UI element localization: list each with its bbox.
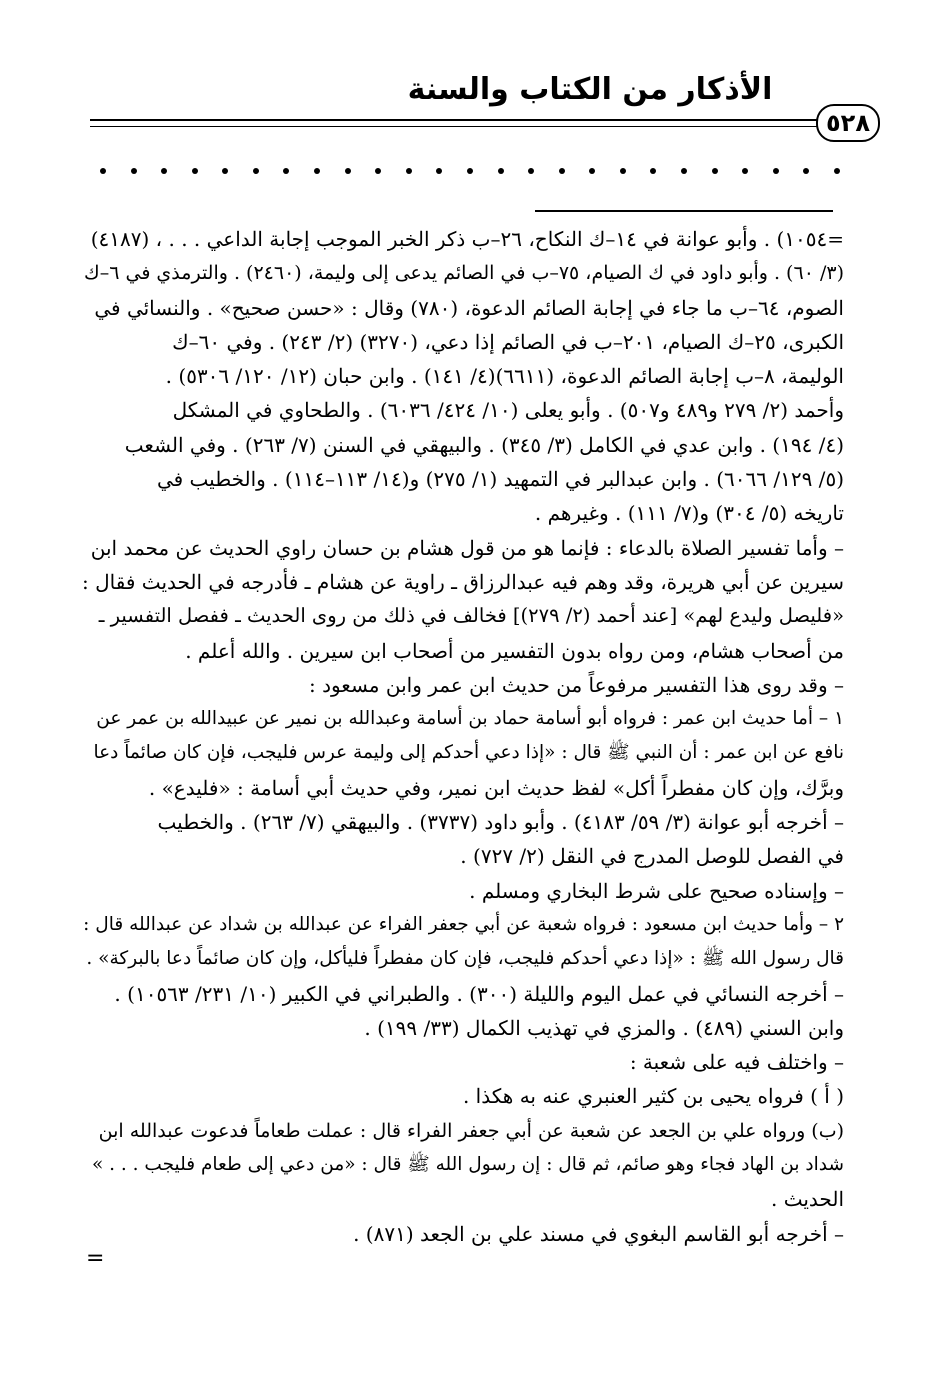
text-line: – وإسناده صحيح على شرط البخاري ومسلم .	[469, 878, 844, 903]
text-line: (٣/ ٦٠) . وأبو داود في ك الصيام، ٧٥–ب في الصائم يدعى إلى وليمة، (٢٤٦٠) . والترمذي في ٦–ك	[84, 262, 844, 285]
footnote-rule	[535, 210, 833, 212]
text-line: (٤/ ١٩٤) . وابن عدي في الكامل (٣/ ٣٤٥) . والبيهقي في السنن (٧/ ٢٦٣) . وفي الشعب	[124, 432, 844, 457]
text-line: «فليصل وليدع لهم» [عند أحمد (٢/ ٢٧٩)] فخالف في ذلك من روى الحديث ـ ففصل التفسير ـ	[98, 604, 844, 628]
footnote-text	[82, 222, 844, 1251]
text-line: =١٠٥٤) . وأبو عوانة في ١٤–ك النكاح، ٢٦–ب ذكر الخبر الموجب إجابة الداعي . . . ، (٤١٨٧)	[90, 227, 844, 251]
text-line: وأحمد (٢/ ٢٧٩ و٤٨٩ و٥٠٧) . وأبو يعلى (١٠/ ٤٢٤/ ٦٠٣٦) . والطحاوي في المشكل	[172, 398, 844, 423]
text-line: – أخرجه أبو القاسم البغوي في مسند علي بن الجعد (٨٧١) .	[353, 1221, 844, 1246]
dotted-separator	[100, 168, 840, 174]
text-line: – وقد روى هذا التفسير مرفوعاً من حديث ابن عمر وابن مسعود :	[308, 672, 844, 697]
continuation-mark: =	[86, 1246, 105, 1271]
text-line: سيرين عن أبي هريرة، وقد وهم فيه عبدالرزاق ـ راوية عن هشام ـ فأدرجه في الحديث فقال :	[82, 569, 844, 594]
text-line: – وأما تفسير الصلاة بالدعاء : فإنما هو من قول هشام بن حسان راوي الحديث عن محمد ابن	[90, 535, 844, 560]
page-number: ٥٢٨	[816, 104, 880, 142]
text-line: ( أ ) فرواه يحيى بن كثير العنبري عنه به هكذا .	[462, 1084, 844, 1109]
text-line: وابن السني (٤٨٩) . والمزي في تهذيب الكمال (٣٣/ ١٩٩) .	[364, 1015, 844, 1040]
running-title: الأذكار من الكتاب والسنة	[407, 72, 773, 107]
text-line: شداد بن الهاد فجاء وهو صائم، ثم قال : إن رسول الله ﷺ قال : «من دعي إلى طعام فليجب . . . »	[91, 1154, 844, 1176]
text-line: ٢ – وأما حديث ابن مسعود : فرواه شعبة عن أبي جعفر الفراء عن عبدالله بن شداد عن عبدالله قال :	[83, 913, 844, 935]
text-line: الكبرى، ٢٥–ك الصيام، ٢٠١–ب في الصائم إذا دعي، (٣٢٧٠) (٢/ ٢٤٣) . وفي ٦٠–ك	[172, 329, 844, 354]
text-line: الصوم، ٦٤–ب ما جاء في إجابة الصائم الدعوة، (٧٨٠) وقال : «حسن صحيح» . والنسائي في	[94, 295, 844, 320]
text-line: (ب) ورواه علي بن الجعد عن شعبة عن أبي جعفر الفراء قال : عملت طعاماً فدعوت عبدالله ابن	[98, 1119, 844, 1142]
header-rule	[90, 119, 818, 127]
text-line: في الفصل للوصل المدرج في النقل (٢/ ٧٢٧) .	[460, 844, 844, 869]
text-line: – أخرجه النسائي في عمل اليوم والليلة (٣٠٠) . والطبراني في الكبير (١٠/ ٢٣١/ ١٠٥٦٣) .	[114, 981, 844, 1006]
text-line: من أصحاب هشام، ومن رواه بدون التفسير من أصحاب ابن سيرين . والله أعلم .	[185, 638, 844, 663]
text-line: تاريخه (٥/ ٣٠٤) و(٧/ ١١١) . وغيرهم .	[534, 501, 844, 526]
text-line: نافع عن ابن عمر : أن النبي ﷺ قال : «إذا دعي أحدكم إلى وليمة عرس فليجب، فإن كان صائماً دعا	[93, 742, 844, 764]
text-line: (٥/ ١٢٩/ ٦٠٦٦) . وابن عبدالبر في التمهيد (١/ ٢٧٥) و(١٤/ ١١٣–١١٤) . والخطيب في	[156, 467, 844, 492]
text-line: ١ – أما حديث ابن عمر : فرواه أبو أسامة حماد بن أسامة وعبدالله بن نمير عن عبيدالله بن عمر عن	[96, 708, 844, 730]
text-line: – أخرجه أبو عوانة (٣/ ٥٩/ ٤١٨٣) . وأبو داود (٣٧٣٧) . والبيهقي (٧/ ٢٦٣) . والخطيب	[157, 810, 844, 835]
text-line: الوليمة، ٨–ب إجابة الصائم الدعوة، (٦٦١١)(٤/ ١٤١) . وابن حبان (١٢/ ١٢٠/ ٥٣٠٦) .	[165, 364, 844, 389]
text-line: – واختلف فيه على شعبة :	[629, 1050, 844, 1075]
text-line: وبرَّك، وإن كان مفطراً أكل» لفظ حديث ابن نمير، وفي حديث أبي أسامة : «فليدع» .	[148, 775, 844, 800]
text-line: الحديث .	[771, 1187, 844, 1212]
text-line: قال رسول الله ﷺ : «إذا دعي أحدكم فليجب، فإن كان مفطراً فليأكل، وإن كان صائماً دعا بالبركة» .	[86, 948, 844, 970]
